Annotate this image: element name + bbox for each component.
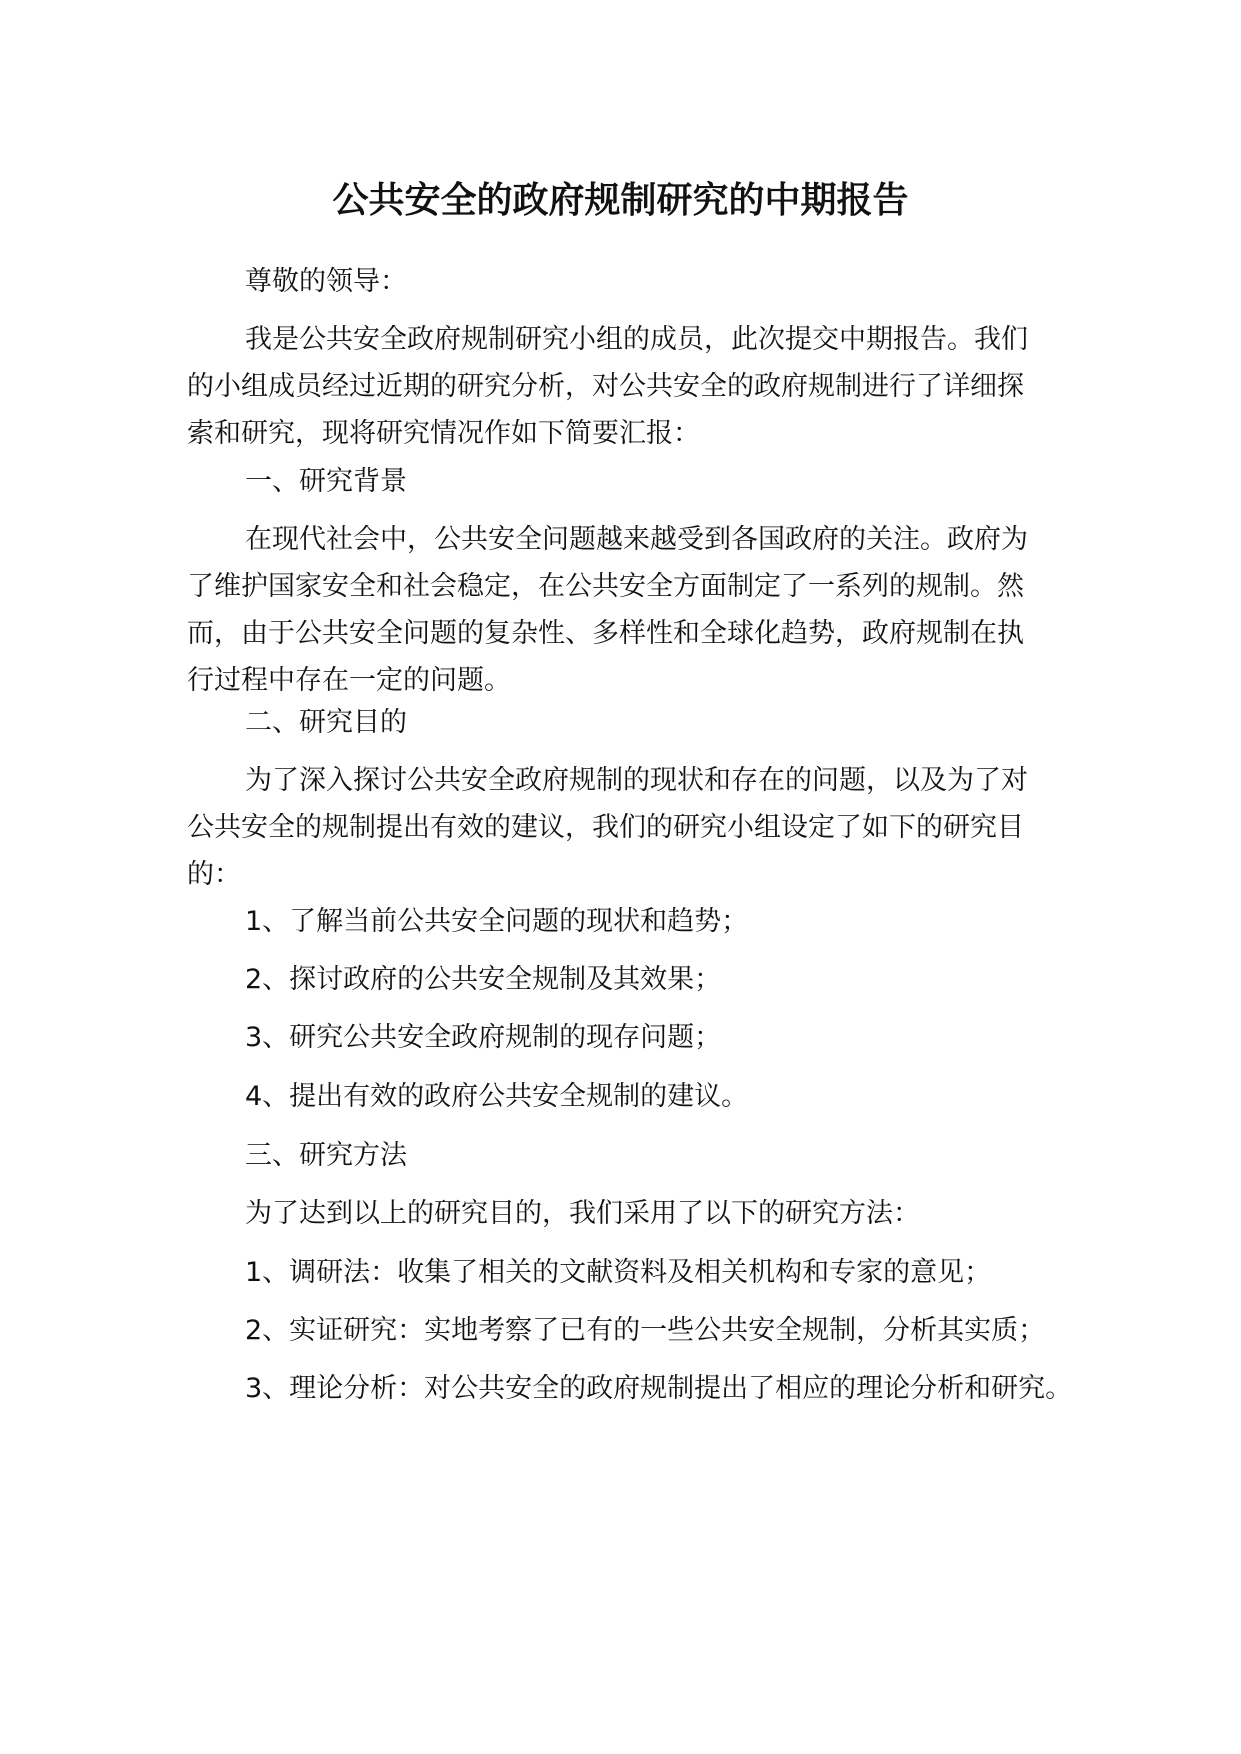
intro-line-2: 的小组成员经过近期的研究分析，对公共安全的政府规制进行了详细探 bbox=[187, 371, 1024, 402]
intro-line-3: 索和研究，现将研究情况作如下简要汇报： bbox=[187, 418, 700, 449]
section-1-line-2: 了维护国家安全和社会稳定，在公共安全方面制定了一系列的规制。然 bbox=[187, 571, 1024, 602]
intro-line-1: 我是公共安全政府规制研究小组的成员，此次提交中期报告。我们 bbox=[245, 324, 1028, 355]
section-3-intro: 为了达到以上的研究目的，我们采用了以下的研究方法： bbox=[245, 1198, 920, 1229]
list-item: 1、调研法：收集了相关的文献资料及相关机构和专家的意见； bbox=[245, 1257, 992, 1288]
section-1-paragraph bbox=[187, 516, 1047, 704]
list-item: 2、探讨政府的公共安全规制及其效果； bbox=[245, 964, 722, 995]
list-item: 1、了解当前公共安全问题的现状和趋势； bbox=[245, 906, 749, 937]
list-item: 2、实证研究：实地考察了已有的一些公共安全规制，分析其实质； bbox=[245, 1315, 1046, 1346]
section-1-line-3: 而，由于公共安全问题的复杂性、多样性和全球化趋势，政府规制在执 bbox=[187, 618, 1024, 649]
document-title: 公共安全的政府规制研究的中期报告 bbox=[332, 180, 909, 221]
section-2-line-2: 公共安全的规制提出有效的建议，我们的研究小组设定了如下的研究目 bbox=[187, 812, 1024, 843]
salutation: 尊敬的领导： bbox=[245, 266, 407, 297]
section-2-line-1: 为了深入探讨公共安全政府规制的现状和存在的问题，以及为了对 bbox=[245, 765, 1028, 796]
section-1-line-4: 行过程中存在一定的问题。 bbox=[187, 665, 511, 696]
intro-paragraph bbox=[187, 316, 1047, 457]
list-item: 3、理论分析：对公共安全的政府规制提出了相应的理论分析和研究。 bbox=[245, 1373, 1073, 1404]
list-item: 4、提出有效的政府公共安全规制的建议。 bbox=[245, 1081, 749, 1112]
section-1-heading: 一、研究背景 bbox=[245, 466, 407, 497]
section-2-line-3: 的： bbox=[187, 859, 241, 890]
section-3-heading: 三、研究方法 bbox=[245, 1140, 407, 1171]
section-1-line-1: 在现代社会中，公共安全问题越来越受到各国政府的关注。政府为 bbox=[245, 524, 1028, 555]
section-2-paragraph bbox=[187, 757, 1047, 898]
list-item: 3、研究公共安全政府规制的现存问题； bbox=[245, 1022, 722, 1053]
section-2-heading: 二、研究目的 bbox=[245, 707, 407, 738]
